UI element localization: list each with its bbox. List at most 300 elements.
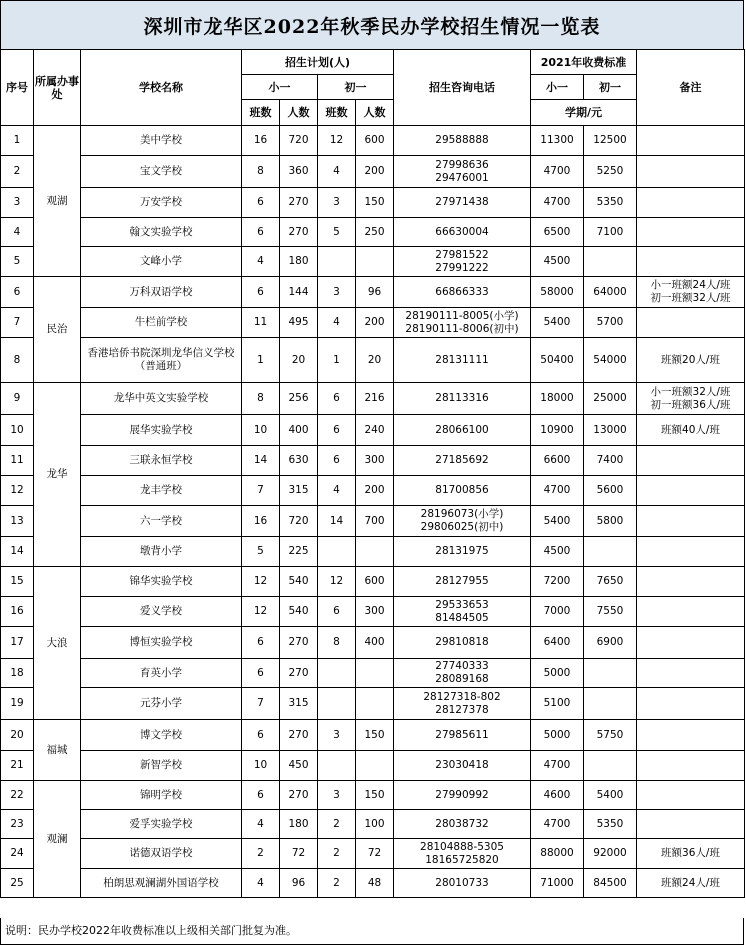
primary-people-cell: 180 [280,247,318,277]
junior-people-cell: 150 [356,188,394,218]
header-fee-primary: 小一 [531,75,584,100]
remark-cell [637,308,745,338]
header-fee-unit: 学期/元 [531,100,637,126]
fee-junior-cell: 13000 [584,415,637,446]
fee-junior-cell: 5800 [584,506,637,537]
fee-primary-cell: 4700 [531,751,584,781]
remark-line-1: 班额24人/班 [661,876,720,889]
table-row [1,659,745,688]
row-number-cell: 20 [1,720,34,751]
header-district: 所属办事处 [34,50,81,126]
phone-line-1: 27971438 [435,196,489,208]
fee-primary-cell: 5400 [531,308,584,338]
phone-cell [394,781,531,810]
phone-line-1: 28104888-5305 [420,840,504,853]
phone-line-1: 27981522 [435,248,489,261]
school-name-cell: 展华实验学校 [81,415,242,446]
junior-people-cell [356,537,394,567]
enrollment-table [0,49,745,898]
school-name-cell: 锦明学校 [81,781,242,810]
phone-cell [394,338,531,383]
table-row [1,277,745,308]
table-row [1,383,745,415]
phone-line-2: 81484505 [435,611,489,624]
junior-classes-cell: 2 [318,869,356,898]
row-number-cell: 19 [1,688,34,720]
primary-people-cell: 270 [280,659,318,688]
fee-primary-cell: 4700 [531,156,584,188]
phone-line-1: 29533653 [435,598,489,611]
header-seq: 序号 [1,50,34,126]
fee-junior-cell: 5350 [584,188,637,218]
row-number-cell: 14 [1,537,34,567]
fee-junior-cell: 92000 [584,839,637,869]
junior-people-cell: 216 [356,383,394,415]
row-number-cell: 7 [1,308,34,338]
junior-people-cell [356,751,394,781]
fee-primary-cell: 18000 [531,383,584,415]
primary-classes-cell: 8 [242,383,280,415]
phone-line-1: 28113316 [435,392,489,404]
phone-line-1: 28010733 [435,876,489,889]
phone-cell [394,688,531,720]
phone-line-1: 28127318-802 [423,690,501,703]
primary-people-cell: 96 [280,869,318,898]
junior-people-cell: 300 [356,597,394,627]
primary-people-cell: 495 [280,308,318,338]
junior-classes-cell [318,659,356,688]
primary-classes-cell: 10 [242,415,280,446]
row-number-cell: 12 [1,476,34,506]
remark-cell [637,567,745,597]
junior-people-cell: 300 [356,446,394,476]
remark-cell [637,188,745,218]
school-name-cell: 万安学校 [81,188,242,218]
table-row [1,446,745,476]
school-name-cell: 博文学校 [81,720,242,751]
phone-cell [394,415,531,446]
junior-classes-cell: 6 [318,415,356,446]
school-name-cell: 元芬小学 [81,688,242,720]
school-name-cell: 美中学校 [81,126,242,156]
phone-cell [394,839,531,869]
remark-cell [637,627,745,659]
primary-classes-cell: 6 [242,277,280,308]
fee-primary-cell: 6400 [531,627,584,659]
remark-cell [637,659,745,688]
school-name-cell: 博恒实验学校 [81,627,242,659]
phone-line-1: 28127955 [435,575,489,587]
table-row [1,839,745,869]
row-number-cell: 11 [1,446,34,476]
junior-people-cell: 200 [356,476,394,506]
junior-people-cell: 48 [356,869,394,898]
fee-junior-cell [584,688,637,720]
phone-line-1: 27985611 [435,728,489,741]
remark-line-1: 小一班额24人/班 [650,279,731,291]
phone-line-1: 28131975 [435,545,489,557]
phone-line-2: 27991222 [435,261,489,274]
fee-junior-cell: 5350 [584,810,637,839]
junior-classes-cell [318,247,356,277]
row-number-cell: 21 [1,751,34,781]
junior-classes-cell: 2 [318,810,356,839]
primary-people-cell: 270 [280,720,318,751]
remark-cell [637,839,745,869]
junior-classes-cell: 3 [318,781,356,810]
phone-line-1: 28190111-8005(小学) [405,309,519,322]
fee-junior-cell: 6900 [584,627,637,659]
phone-cell [394,627,531,659]
primary-people-cell: 225 [280,537,318,567]
school-name-cell: 牛栏前学校 [81,308,242,338]
phone-cell [394,218,531,247]
remark-cell [637,338,745,383]
remark-cell [637,537,745,567]
table-row [1,476,745,506]
table-row [1,751,745,781]
header-primary-people: 人数 [280,100,318,126]
school-name-cell: 锦华实验学校 [81,567,242,597]
junior-classes-cell: 12 [318,567,356,597]
primary-classes-cell: 16 [242,126,280,156]
fee-primary-cell: 50400 [531,338,584,383]
row-number-cell: 4 [1,218,34,247]
district-cell: 龙华 [34,383,81,567]
header-junior-people: 人数 [356,100,394,126]
junior-people-cell: 600 [356,567,394,597]
remark-cell [637,247,745,277]
junior-classes-cell: 4 [318,156,356,188]
remark-line-1: 班额40人/班 [661,423,720,436]
junior-classes-cell: 3 [318,277,356,308]
row-number-cell: 1 [1,126,34,156]
header-fee-junior: 初一 [584,75,637,100]
row-number-cell: 8 [1,338,34,383]
primary-classes-cell: 16 [242,506,280,537]
junior-classes-cell: 6 [318,597,356,627]
junior-classes-cell [318,751,356,781]
remark-line-1: 班额36人/班 [661,847,720,859]
fee-primary-cell: 6500 [531,218,584,247]
primary-classes-cell: 7 [242,688,280,720]
fee-junior-cell: 84500 [584,869,637,898]
primary-people-cell: 256 [280,383,318,415]
phone-line-2: 28190111-8006(初中) [405,322,519,335]
remark-line-1: 班额20人/班 [661,353,720,366]
header-remark: 备注 [637,50,745,126]
junior-people-cell: 72 [356,839,394,869]
primary-people-cell: 720 [280,126,318,156]
row-number-cell: 17 [1,627,34,659]
primary-classes-cell: 4 [242,810,280,839]
primary-classes-cell: 1 [242,338,280,383]
phone-line-2: 18165725820 [425,853,499,866]
phone-cell [394,597,531,627]
fee-primary-cell: 5000 [531,659,584,688]
table-row [1,627,745,659]
fee-primary-cell: 5000 [531,720,584,751]
row-number-cell: 15 [1,567,34,597]
fee-primary-cell: 5400 [531,506,584,537]
remark-line-2: 初一班额32人/班 [650,292,731,304]
phone-line-1: 27185692 [435,454,489,466]
primary-classes-cell: 6 [242,720,280,751]
primary-people-cell: 20 [280,338,318,383]
remark-cell [637,688,745,720]
row-number-cell: 18 [1,659,34,688]
remark-cell [637,277,745,308]
junior-people-cell: 250 [356,218,394,247]
junior-classes-cell: 3 [318,188,356,218]
junior-classes-cell [318,537,356,567]
table-row [1,126,745,156]
table-row [1,247,745,277]
fee-junior-cell [584,537,637,567]
phone-cell [394,810,531,839]
school-name-cell: 文峰小学 [81,247,242,277]
remark-line-2: 初一班额36人/班 [650,398,731,411]
header-fee: 2021年收费标准 [531,50,637,75]
primary-classes-cell: 2 [242,839,280,869]
junior-people-cell: 20 [356,338,394,383]
table-row [1,308,745,338]
junior-people-cell: 100 [356,810,394,839]
school-name-cell: 万科双语学校 [81,277,242,308]
header-plan-junior: 初一 [318,75,394,100]
row-number-cell: 24 [1,839,34,869]
phone-line-1: 27998636 [435,158,489,171]
remark-cell [637,476,745,506]
junior-classes-cell: 4 [318,476,356,506]
row-number-cell: 6 [1,277,34,308]
phone-cell [394,869,531,898]
primary-people-cell: 540 [280,597,318,627]
phone-line-1: 28038732 [435,817,489,830]
remark-cell [637,720,745,751]
phone-line-1: 66866333 [435,285,489,298]
phone-line-1: 28131111 [435,353,489,366]
phone-line-1: 66630004 [435,225,489,238]
remark-line-1: 小一班额32人/班 [650,385,731,398]
header-phone: 招生咨询电话 [394,50,531,126]
junior-people-cell [356,659,394,688]
phone-cell [394,308,531,338]
table-row [1,537,745,567]
remark-cell [637,810,745,839]
row-number-cell: 13 [1,506,34,537]
phone-line-1: 23030418 [435,759,489,771]
junior-people-cell: 200 [356,308,394,338]
fee-junior-cell: 64000 [584,277,637,308]
fee-primary-cell: 4700 [531,476,584,506]
primary-people-cell: 270 [280,218,318,247]
fee-primary-cell: 6600 [531,446,584,476]
junior-people-cell: 200 [356,156,394,188]
primary-classes-cell: 6 [242,781,280,810]
junior-people-cell [356,247,394,277]
fee-junior-cell: 5750 [584,720,637,751]
table-row [1,338,745,383]
table-row [1,720,745,751]
district-cell: 观澜 [34,781,81,898]
phone-cell [394,126,531,156]
primary-people-cell: 270 [280,627,318,659]
table-row [1,506,745,537]
school-name-cell: 柏朗思观澜湖外国语学校 [81,869,242,898]
phone-line-1: 29588888 [435,134,489,146]
phone-cell [394,567,531,597]
primary-classes-cell: 10 [242,751,280,781]
fee-junior-cell: 7550 [584,597,637,627]
row-number-cell: 25 [1,869,34,898]
primary-classes-cell: 12 [242,597,280,627]
fee-junior-cell: 5700 [584,308,637,338]
phone-line-2: 29806025(初中) [420,521,504,533]
table-row [1,218,745,247]
header-plan: 招生计划(人) [242,50,394,75]
junior-people-cell [356,688,394,720]
fee-primary-cell: 71000 [531,869,584,898]
primary-people-cell: 315 [280,476,318,506]
primary-classes-cell: 4 [242,869,280,898]
primary-classes-cell: 11 [242,308,280,338]
table-row [1,781,745,810]
junior-classes-cell: 6 [318,383,356,415]
remark-cell [637,383,745,415]
primary-people-cell: 540 [280,567,318,597]
primary-classes-cell: 14 [242,446,280,476]
fee-primary-cell: 4600 [531,781,584,810]
table-row [1,415,745,446]
fee-primary-cell: 7200 [531,567,584,597]
table-row [1,688,745,720]
junior-classes-cell: 4 [318,308,356,338]
phone-line-1: 27990992 [435,788,489,801]
primary-people-cell: 400 [280,415,318,446]
school-name-cell: 爱孚实验学校 [81,810,242,839]
remark-cell [637,781,745,810]
header-school: 学校名称 [81,50,242,126]
phone-cell [394,383,531,415]
junior-people-cell: 600 [356,126,394,156]
table-row [1,597,745,627]
phone-line-1: 28066100 [435,423,489,436]
school-name-cell: 爱义学校 [81,597,242,627]
phone-cell [394,446,531,476]
fee-junior-cell: 7100 [584,218,637,247]
school-name-cell: 新智学校 [81,751,242,781]
fee-junior-cell [584,751,637,781]
school-name-cell: 翰文实验学校 [81,218,242,247]
phone-line-1: 29810818 [435,636,489,648]
header-junior-classes: 班数 [318,100,356,126]
fee-primary-cell: 7000 [531,597,584,627]
primary-people-cell: 72 [280,839,318,869]
header-plan-primary: 小一 [242,75,318,100]
phone-cell [394,277,531,308]
fee-primary-cell: 10900 [531,415,584,446]
junior-people-cell: 96 [356,277,394,308]
phone-line-2: 29476001 [435,171,489,184]
primary-people-cell: 315 [280,688,318,720]
school-name-cell: 龙丰学校 [81,476,242,506]
remark-cell [637,126,745,156]
remark-cell [637,506,745,537]
table-row [1,156,745,188]
phone-line-2: 28089168 [435,673,489,685]
school-name-cell: 香港培侨书院深圳龙华信义学校（普通班） [81,338,242,383]
row-number-cell: 23 [1,810,34,839]
row-number-cell: 5 [1,247,34,277]
primary-people-cell: 270 [280,188,318,218]
remark-cell [637,415,745,446]
phone-line-2: 28127378 [435,703,489,716]
district-cell: 大浪 [34,567,81,720]
remark-cell [637,869,745,898]
fee-junior-cell: 7650 [584,567,637,597]
table-row [1,567,745,597]
phone-cell [394,537,531,567]
junior-people-cell: 240 [356,415,394,446]
table-row [1,869,745,898]
school-name-cell: 育英小学 [81,659,242,688]
fee-junior-cell: 5250 [584,156,637,188]
table-body [1,126,745,898]
phone-cell [394,476,531,506]
junior-classes-cell: 2 [318,839,356,869]
school-name-cell: 宝文学校 [81,156,242,188]
fee-junior-cell: 7400 [584,446,637,476]
primary-classes-cell: 6 [242,218,280,247]
phone-cell [394,720,531,751]
fee-primary-cell: 4500 [531,247,584,277]
primary-classes-cell: 6 [242,188,280,218]
fee-primary-cell: 4500 [531,537,584,567]
junior-classes-cell [318,688,356,720]
row-number-cell: 16 [1,597,34,627]
junior-people-cell: 150 [356,781,394,810]
table-row [1,188,745,218]
fee-primary-cell: 11300 [531,126,584,156]
fee-junior-cell [584,247,637,277]
fee-junior-cell: 5600 [584,476,637,506]
phone-cell [394,506,531,537]
remark-cell [637,446,745,476]
table-row [1,810,745,839]
fee-primary-cell: 88000 [531,839,584,869]
sheet-title: 深圳市龙华区2022年秋季民办学校招生情况一览表 [0,0,744,50]
fee-junior-cell: 12500 [584,126,637,156]
remark-cell [637,218,745,247]
primary-people-cell: 630 [280,446,318,476]
junior-people-cell: 150 [356,720,394,751]
primary-people-cell: 720 [280,506,318,537]
row-number-cell: 3 [1,188,34,218]
primary-people-cell: 450 [280,751,318,781]
row-number-cell: 10 [1,415,34,446]
junior-classes-cell: 14 [318,506,356,537]
fee-primary-cell: 58000 [531,277,584,308]
row-number-cell: 2 [1,156,34,188]
primary-classes-cell: 7 [242,476,280,506]
primary-people-cell: 144 [280,277,318,308]
school-name-cell: 六一学校 [81,506,242,537]
junior-people-cell: 700 [356,506,394,537]
fee-junior-cell: 54000 [584,338,637,383]
school-name-cell: 三联永恒学校 [81,446,242,476]
fee-primary-cell: 4700 [531,810,584,839]
